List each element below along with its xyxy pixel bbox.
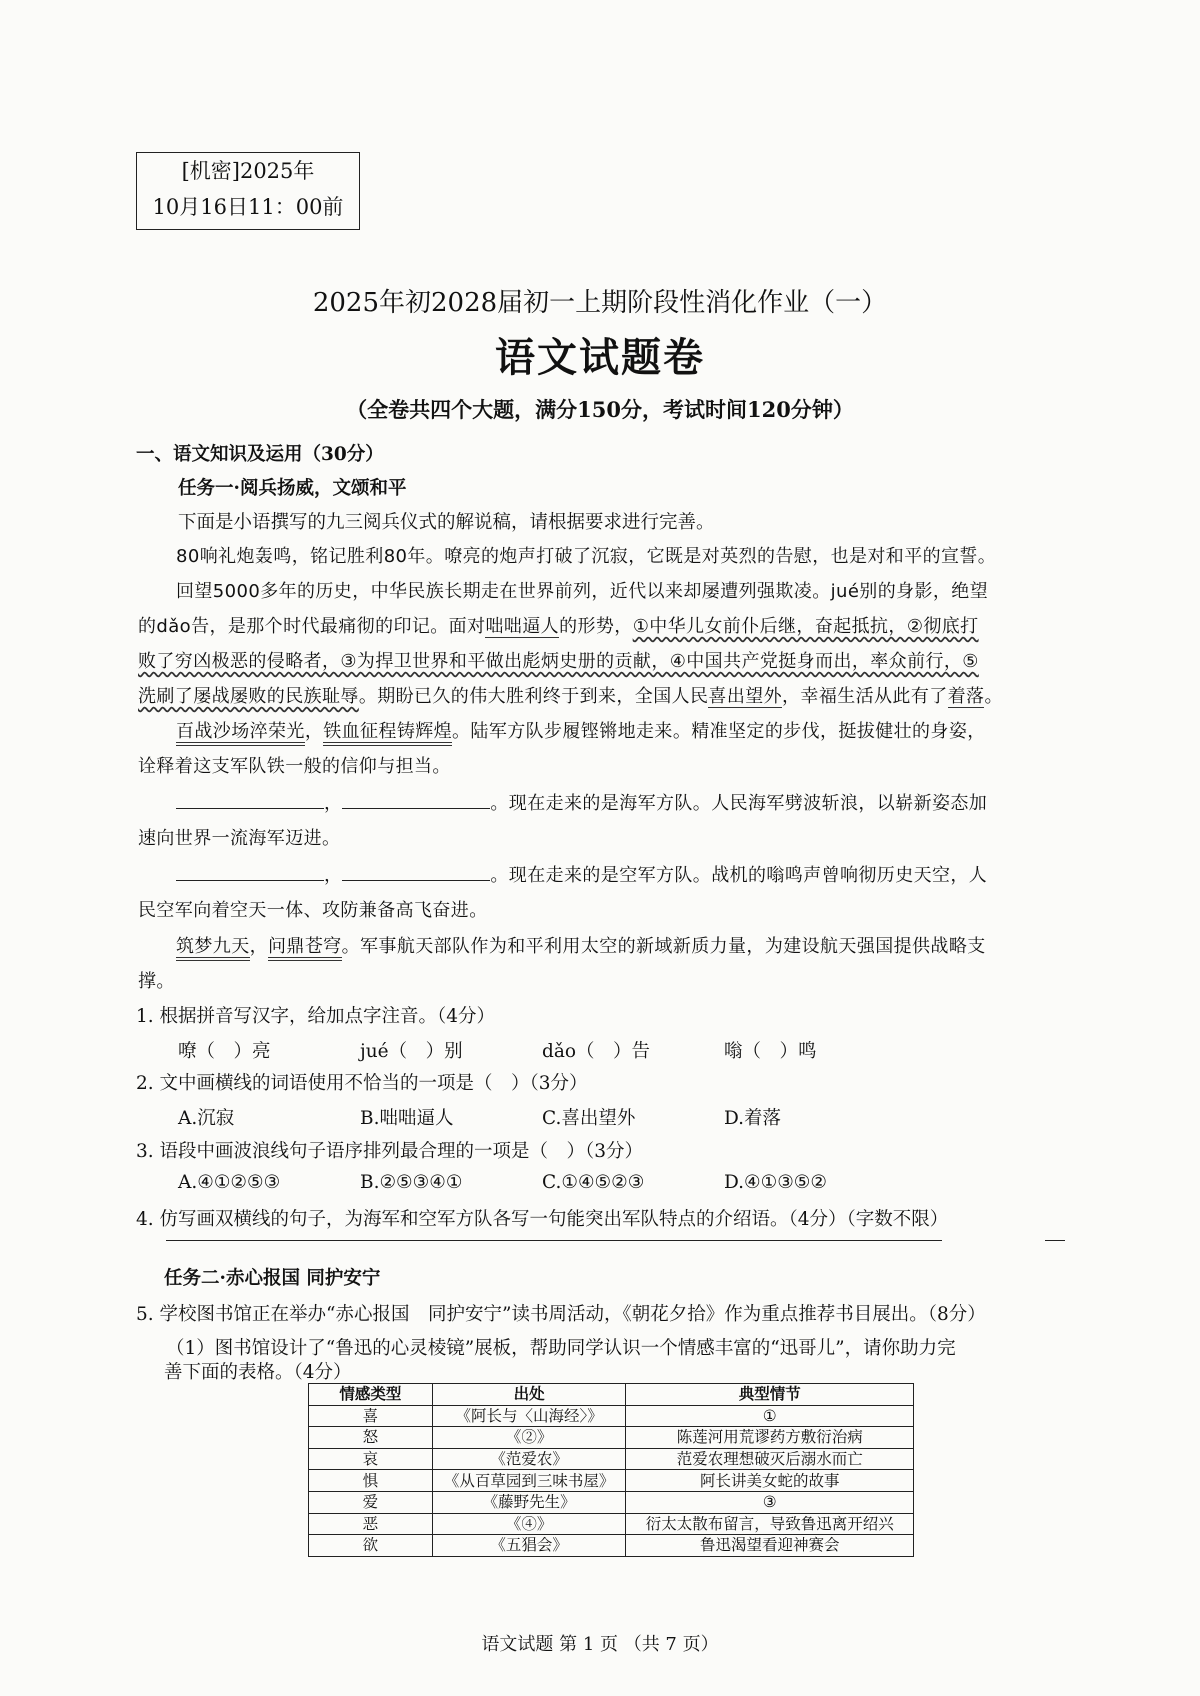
table-cell: 鲁迅渴望看迎神赛会	[626, 1535, 914, 1557]
pinyin-item[interactable]: dǎo（ ）告	[542, 1041, 651, 1062]
table-cell: 惧	[309, 1470, 433, 1492]
table-cell: 喜	[309, 1405, 433, 1427]
table-cell: 衍太太散布留言，导致鲁迅离开绍兴	[626, 1513, 914, 1535]
exam-series-title: 2025年初2028届初一上期阶段性消化作业（一）	[312, 288, 888, 318]
underlined-word: 着落	[947, 686, 985, 707]
table-row	[309, 1491, 914, 1513]
table-row	[309, 1513, 914, 1535]
option-c[interactable]: C.喜出望外	[542, 1108, 636, 1129]
option-c[interactable]: C.①④⑤②③	[542, 1172, 645, 1193]
question-4-stem: 4. 仿写画双横线的句子，为海军和空军方队各写一句能突出军队特点的介绍语。（4分）（字数不限）	[136, 1209, 949, 1230]
table-cell: 《从百草园到三味书屋》	[432, 1470, 626, 1492]
double-underlined-phrase: 问鼎苍穹	[268, 936, 342, 961]
task-one-heading: 任务一·阅兵扬威，文颂和平	[178, 478, 407, 499]
answer-blank[interactable]	[342, 790, 490, 809]
table-row	[309, 1448, 914, 1470]
underlined-word: 咄咄逼人	[485, 616, 560, 637]
question-1-stem: 1. 根据拼音写汉字，给加点字注音。（4分）	[136, 1006, 496, 1027]
table-header-row	[309, 1384, 914, 1406]
table-row	[309, 1405, 914, 1427]
text: ，	[324, 793, 343, 814]
task-two-heading: 任务二·赤心报国 同护安宁	[164, 1268, 381, 1289]
passage-para-3-line2: 诠释着这支军队铁一般的信仰与担当。	[138, 756, 451, 777]
passage-para-6-line1	[176, 932, 986, 958]
question-5-stem: 5. 学校图书馆正在举办“赤心报国 同护安宁”读书周活动，《朝花夕拾》作为重点推荐书目展出。（8分）	[136, 1304, 986, 1325]
text: 的dǎo告，是那个时代最痛彻的印记。面对	[138, 616, 486, 637]
text: ，	[249, 936, 269, 957]
confidential-box	[136, 152, 360, 230]
passage-para-1: 80响礼炮轰鸣，铭记胜利80年。嘹亮的炮声打破了沉寂，它既是对英烈的告慰，也是对和平的宣誓。	[176, 546, 997, 567]
option-d[interactable]: D.④①③⑤②	[724, 1172, 827, 1193]
table-cell: 阿长讲美女蛇的故事	[626, 1470, 914, 1492]
question-5-sub1-line2: 善下面的表格。（4分）	[164, 1362, 352, 1383]
table-cell: 范爱农理想破灭后溺水而亡	[626, 1448, 914, 1470]
question-2-options	[178, 1104, 906, 1130]
text: 。军事航天部队作为和平利用太空的新域新质力量，为建设航天强国提供战略支	[341, 936, 986, 957]
passage-para-2-line3: 败了穷凶极恶的侵略者，③为捍卫世界和平做出彪炳史册的贡献，④中国共产党挺身而出，率众前行，⑤	[138, 651, 979, 672]
double-underlined-phrase: 铁血征程铸辉煌	[323, 721, 452, 746]
answer-blank[interactable]	[176, 862, 324, 881]
underlined-word: 喜出望外	[708, 686, 783, 707]
exam-note: （全卷共四个大题，满分150分，考试时间120分钟）	[346, 397, 854, 422]
option-a[interactable]: A.④①②⑤③	[178, 1172, 281, 1193]
double-underlined-phrase: 百战沙场淬荣光	[176, 721, 305, 746]
table-cell: 《藤野先生》	[432, 1491, 626, 1513]
table-answer-cell[interactable]: ①	[626, 1405, 914, 1427]
text: 。现在走来的是海军方队。人民海军劈波斩浪，以崭新姿态加	[490, 793, 988, 814]
table-cell: 陈莲河用荒谬药方敷衍治病	[626, 1427, 914, 1449]
section-heading: 一、语文知识及运用（30分）	[136, 444, 384, 465]
table-header-cell: 出处	[432, 1384, 626, 1406]
text: 的形势，	[559, 616, 633, 637]
exam-main-title: 语文试题卷	[495, 334, 705, 381]
confidential-line1: [机密]2025年	[181, 159, 315, 183]
question-5-sub1-line1: （1）图书馆设计了“鲁迅的心灵棱镜”展板，帮助同学认识一个情感丰富的“迅哥儿”，请你助力完	[166, 1338, 956, 1359]
answer-blank[interactable]	[342, 862, 490, 881]
page-footer: 语文试题 第 1 页 （共 7 页）	[481, 1634, 719, 1655]
passage-para-4-line2: 速向世界一流海军迈进。	[138, 828, 341, 849]
passage-intro: 下面是小语撰写的九三阅兵仪式的解说稿，请根据要求进行完善。	[178, 512, 715, 533]
answer-blank[interactable]	[176, 790, 324, 809]
passage-para-4-line1	[176, 789, 987, 815]
text: 。	[984, 686, 1003, 707]
table-answer-cell[interactable]: 《④》	[432, 1513, 626, 1535]
table-cell: 恶	[309, 1513, 433, 1535]
text: 。陆军方队步履铿锵地走来。精准坚定的步伐，挺拔健壮的身姿，	[452, 721, 986, 742]
double-underlined-phrase: 筑梦九天	[176, 936, 250, 961]
table-cell: 《五猖会》	[432, 1535, 626, 1557]
question-3-stem: 3. 语段中画波浪线句子语序排列最合理的一项是（ ）（3分）	[136, 1141, 644, 1162]
option-b[interactable]: B.②⑤③④①	[360, 1172, 463, 1193]
passage-para-2-line4	[138, 682, 1003, 708]
option-b[interactable]: B.咄咄逼人	[360, 1108, 454, 1129]
table-answer-cell[interactable]: 《②》	[432, 1427, 626, 1449]
text: ，	[304, 721, 324, 742]
question-2-stem: 2. 文中画横线的词语使用不恰当的一项是（ ）（3分）	[136, 1073, 588, 1094]
table-row	[309, 1427, 914, 1449]
table-cell: 怒	[309, 1427, 433, 1449]
table-cell: 爱	[309, 1491, 433, 1513]
passage-para-5-line2: 民空军向着空天一体、攻防兼备高飞奋进。	[138, 900, 488, 921]
option-d[interactable]: D.着落	[724, 1108, 782, 1129]
text: ，幸福生活从此有了	[782, 686, 948, 707]
confidential-line2: 10月16日11：00前	[152, 195, 344, 219]
table-row	[309, 1470, 914, 1492]
answer-line[interactable]	[166, 1240, 942, 1241]
text: ，	[324, 865, 343, 886]
option-a[interactable]: A.沉寂	[178, 1108, 235, 1129]
pinyin-item[interactable]: 嘹（ ）亮	[178, 1041, 271, 1062]
table-cell: 《阿长与〈山海经〉》	[432, 1405, 626, 1427]
table-header-cell: 典型情节	[626, 1384, 914, 1406]
wavy-sentence: ①中华儿女前仆后继，奋起抵抗，②彻底打	[632, 616, 979, 637]
answer-line-end	[1045, 1240, 1065, 1241]
table-answer-cell[interactable]: ③	[626, 1491, 914, 1513]
passage-para-5-line1	[176, 861, 987, 887]
table-cell: 哀	[309, 1448, 433, 1470]
question-1-items	[178, 1037, 906, 1063]
text: 。现在走来的是空军方队。战机的嗡鸣声曾响彻历史天空，人	[490, 865, 988, 886]
table-cell: 欲	[309, 1535, 433, 1557]
pinyin-item[interactable]: jué（ ）别	[360, 1041, 463, 1062]
passage-para-6-line2: 撑。	[138, 971, 175, 992]
text: 。期盼已久的伟大胜利终于到来，全国人民	[358, 686, 709, 707]
table-row	[309, 1535, 914, 1557]
emotion-table	[308, 1383, 914, 1557]
table-header-cell: 情感类型	[309, 1384, 433, 1406]
pinyin-item[interactable]: 嗡（ ）鸣	[724, 1041, 817, 1062]
question-3-options	[178, 1172, 906, 1193]
passage-para-3-line1	[176, 717, 986, 743]
table-cell: 《范爱农》	[432, 1448, 626, 1470]
wavy-sentence: 洗刷了屡战屡败的民族耻辱	[138, 686, 359, 707]
passage-para-2-line2	[138, 612, 979, 638]
passage-para-2-line1: 回望5000多年的历史，中华民族长期走在世界前列，近代以来却屡遭列强欺凌。jué别的身影，绝望	[176, 581, 989, 602]
